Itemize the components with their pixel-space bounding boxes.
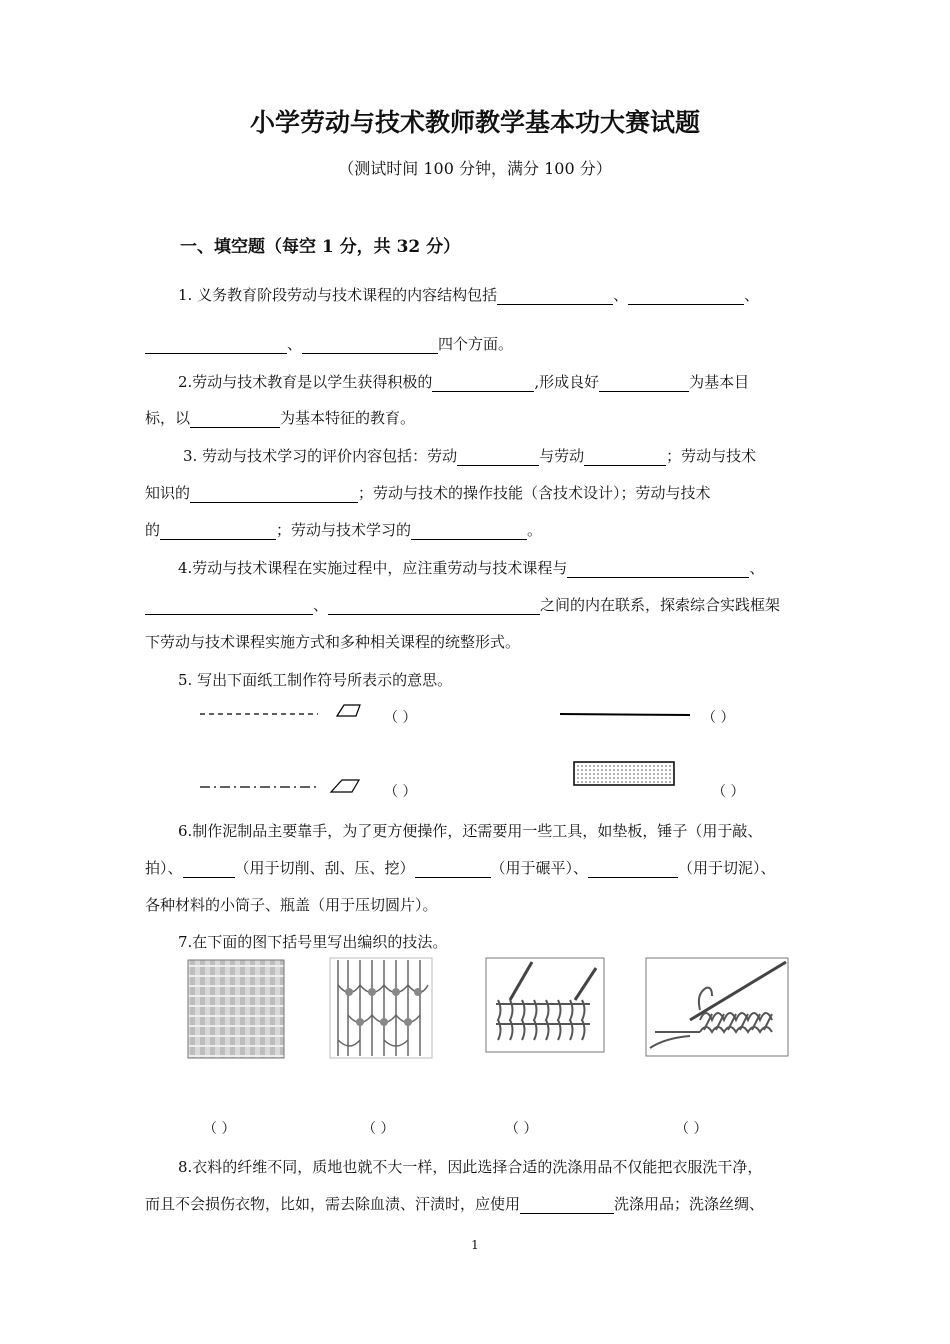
question-3-line-3: 的 ；劳动与技术学习的 。 bbox=[145, 521, 543, 539]
answer-paren[interactable]: （ ） bbox=[384, 710, 417, 726]
question-3-line-2: 知识的 ；劳动与技术的操作技能（含技术设计）；劳动与技术 bbox=[145, 484, 711, 502]
question-4-line-2: 、 之间的内在联系，探索综合实践框架 bbox=[145, 595, 780, 615]
question-4-line-3: 下劳动与技术课程实施方式和多种相关课程的统整形式。 bbox=[145, 633, 521, 651]
question-3-line-1: 3. 劳动与技术学习的评价内容包括：劳动 与劳动 ；劳动与技术 bbox=[183, 447, 757, 465]
answer-paren[interactable]: （ ） bbox=[505, 1121, 538, 1137]
question-4-line-1: 4.劳动与技术课程在实施过程中，应注重劳动与技术课程与 、 bbox=[178, 559, 765, 577]
answer-paren[interactable]: （ ） bbox=[362, 1121, 395, 1137]
answer-blank[interactable] bbox=[415, 861, 491, 878]
section-heading-fill-blank: 一、填空题（每空 1 分，共 32 分） bbox=[180, 237, 461, 257]
question-1-line-1: 1. 义务教育阶段劳动与技术课程的内容结构包括 、 、 bbox=[178, 286, 760, 304]
answer-blank[interactable] bbox=[520, 1197, 614, 1214]
exam-title: 小学劳动与技术教师教学基本功大赛试题 bbox=[249, 108, 700, 137]
exam-subtitle: （测试时间 100 分钟，满分 100 分） bbox=[338, 159, 612, 178]
question-8-line-2: 而且不会损伤衣物，比如，需去除血渍、汗渍时，应使用 洗涤用品；洗涤丝绸、 bbox=[145, 1195, 765, 1213]
answer-paren[interactable]: （ ） bbox=[702, 710, 735, 726]
knitting-image bbox=[486, 958, 604, 1052]
question-7-text: 7.在下面的图下括号里写出编织的技法。 bbox=[178, 933, 448, 951]
question-6-line-3: 各种材料的小筒子、瓶盖（用于压切圆片）。 bbox=[145, 896, 438, 914]
question-6-line-1: 6.制作泥制品主要靠手，为了更方便操作，还需要用一些工具，如垫板，锤子（用于敲、 bbox=[178, 822, 763, 840]
answer-paren[interactable]: （ ） bbox=[712, 784, 745, 800]
question-1-line-2: 、 四个方面。 bbox=[145, 334, 513, 354]
solid-cut-line bbox=[560, 714, 690, 715]
question-2-line-2: 标，以 为基本特征的教育。 bbox=[145, 409, 416, 427]
answer-paren[interactable]: （ ） bbox=[203, 1121, 236, 1137]
question-2-line-1: 2.劳动与技术教育是以学生获得积极的 ,形成良好 为基本目 bbox=[178, 373, 750, 391]
plain-weave-image bbox=[188, 960, 284, 1058]
glue-area-symbol bbox=[574, 762, 674, 785]
answer-blank[interactable] bbox=[588, 861, 678, 878]
macrame-knot-image bbox=[330, 958, 432, 1058]
answer-blank[interactable] bbox=[183, 861, 235, 878]
question-6-line-2: 拍）、 （用于切削、刮、压、挖） （用于碾平）、 （用于切泥）、 bbox=[145, 859, 776, 877]
crochet-image bbox=[646, 958, 788, 1056]
fold-arrow-icon bbox=[331, 780, 359, 792]
answer-paren[interactable]: （ ） bbox=[675, 1121, 708, 1137]
answer-paren[interactable]: （ ） bbox=[384, 784, 417, 800]
page-number: 1 bbox=[471, 1238, 479, 1252]
question-5-text: 5. 写出下面纸工制作符号所表示的意思。 bbox=[178, 671, 453, 689]
question-8-line-1: 8.衣料的纤维不同，质地也就不大一样，因此选择合适的洗涤用品不仅能把衣服洗干净， bbox=[178, 1158, 763, 1176]
fold-arrow-icon bbox=[337, 705, 360, 716]
